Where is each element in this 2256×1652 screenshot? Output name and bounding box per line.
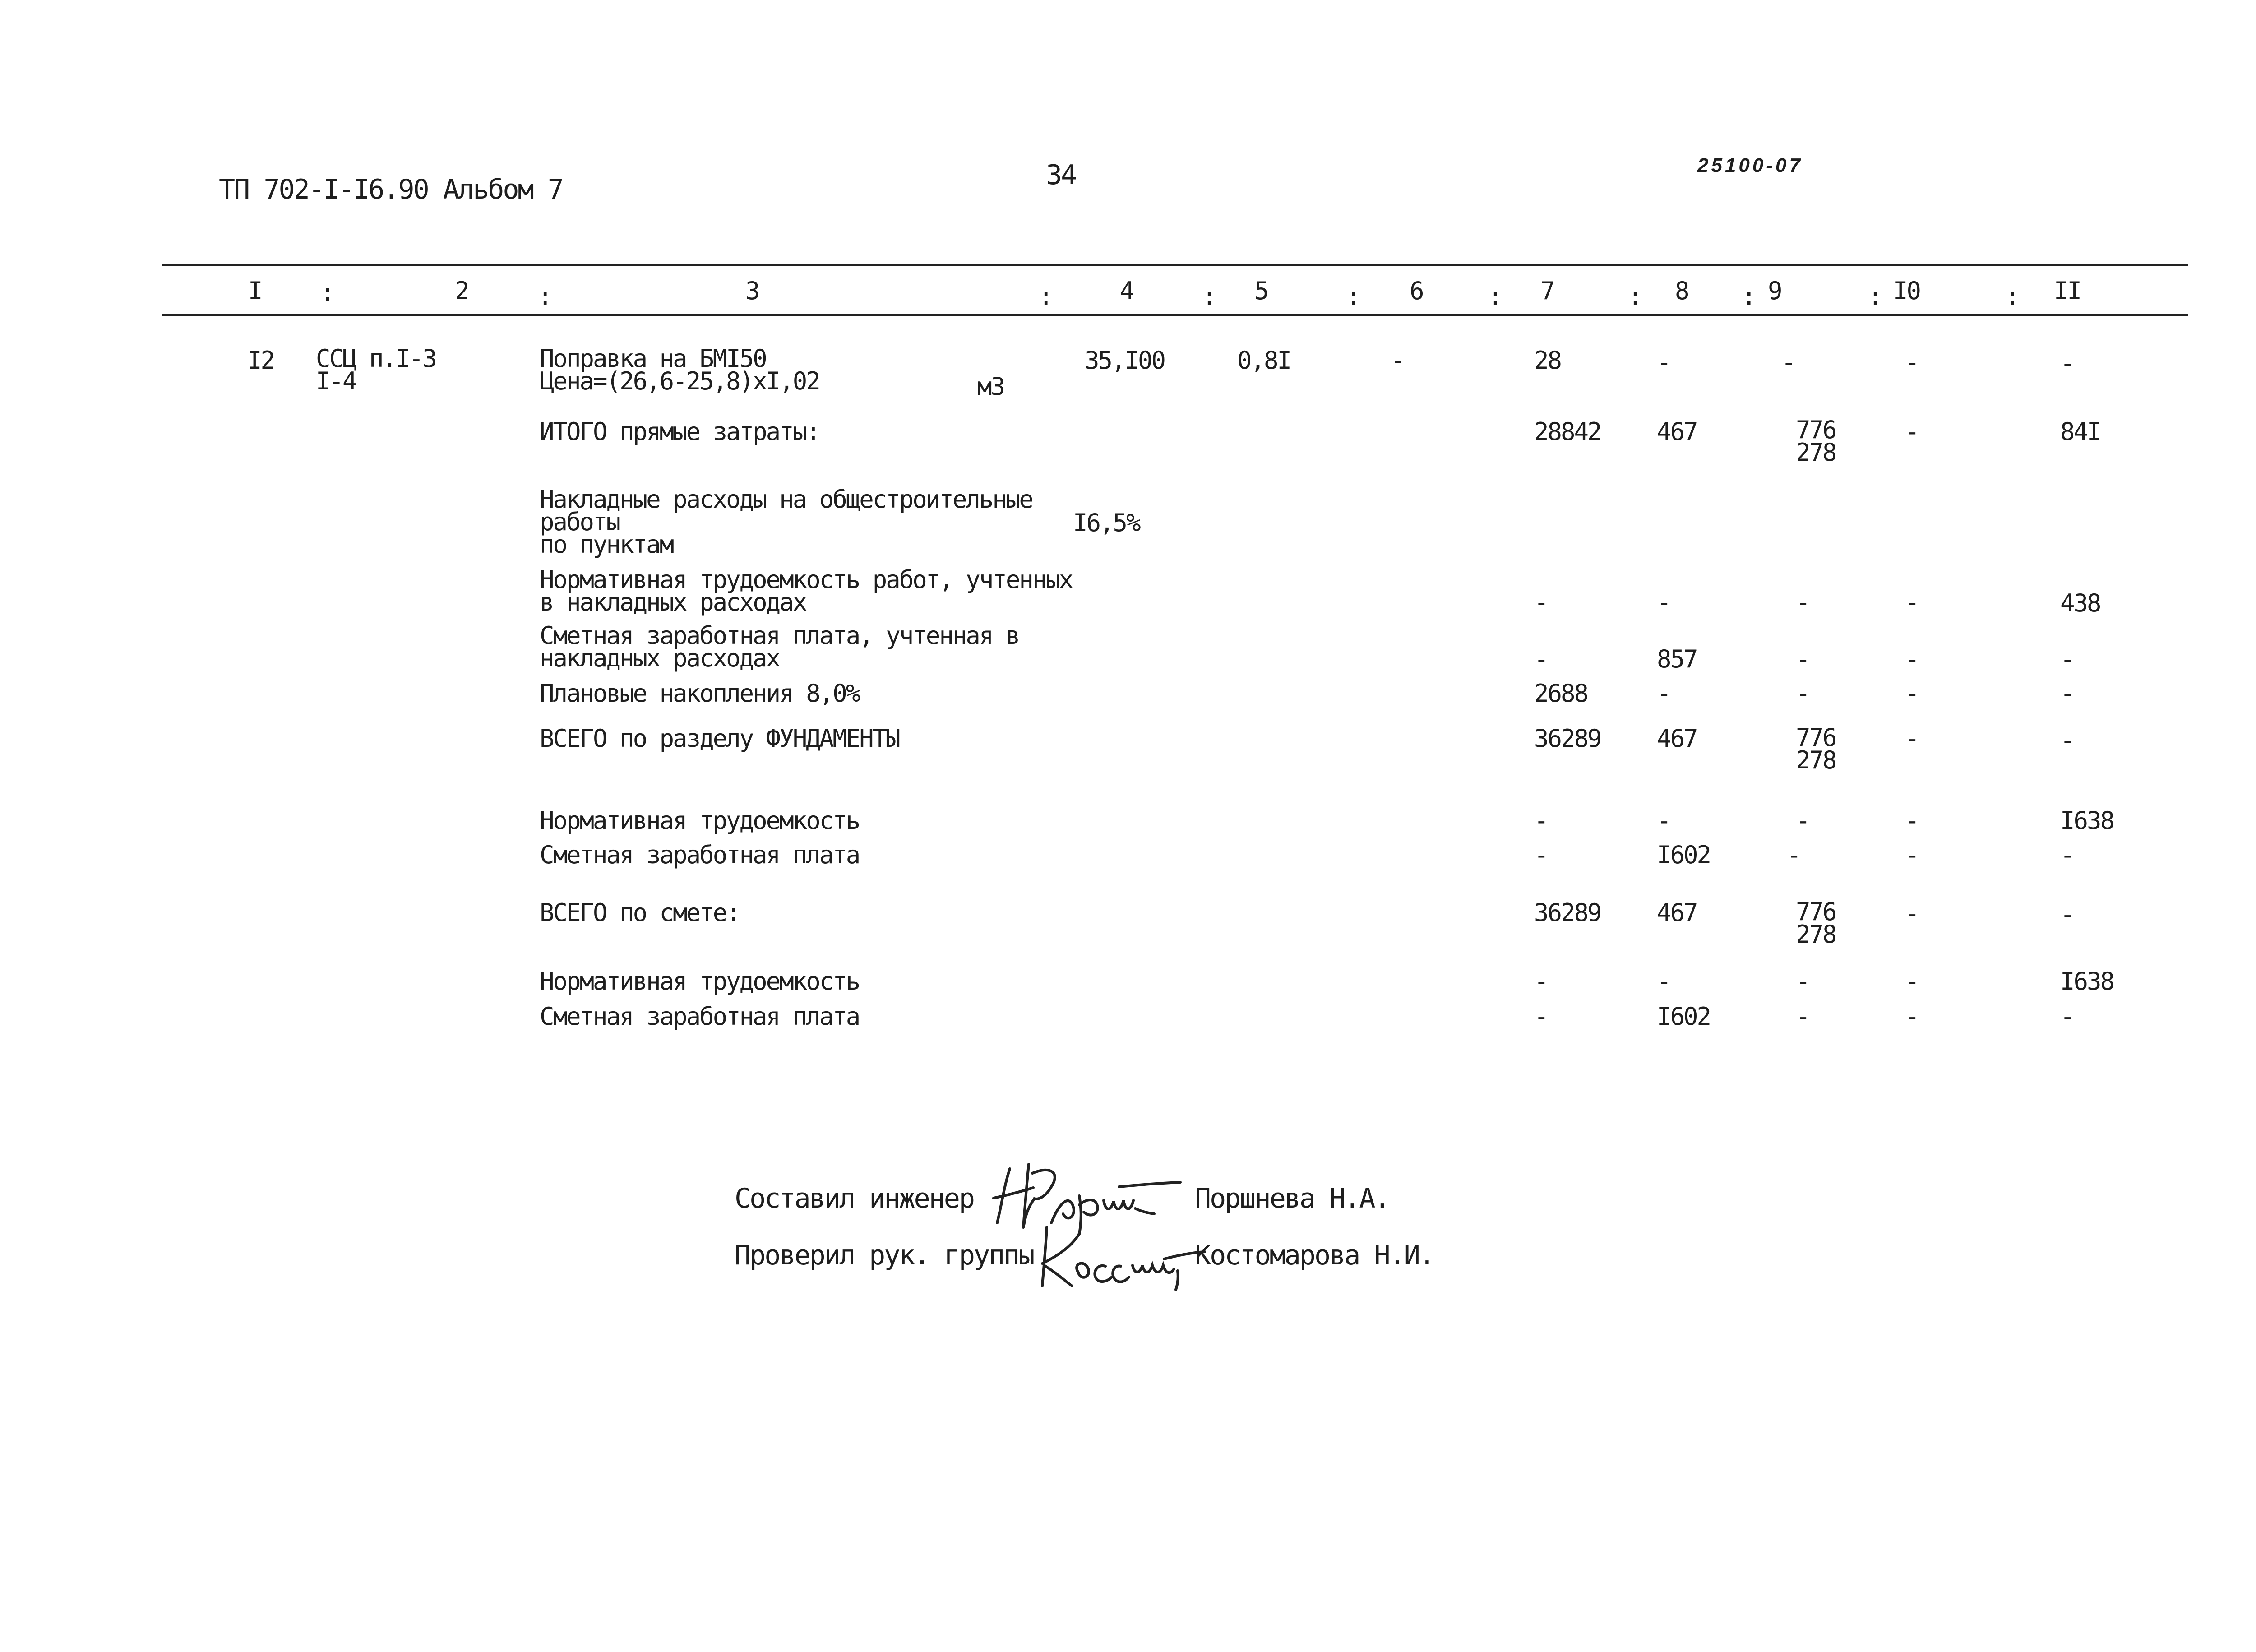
cell-col8: - bbox=[1657, 806, 1670, 835]
row-number: I2 bbox=[247, 346, 274, 375]
cell-col10: - bbox=[1905, 348, 1919, 376]
handwritten-signature-checker bbox=[1029, 1218, 1209, 1291]
cell-col11: I638 bbox=[2060, 967, 2114, 995]
cell-col7: 2688 bbox=[1534, 679, 1588, 708]
cell-col9: - bbox=[1796, 645, 1809, 673]
row-basis: ССЦ п.I-3 I-4 bbox=[316, 344, 436, 395]
col-header-4: 4 bbox=[1120, 277, 1133, 305]
row-unit: м3 bbox=[977, 372, 1004, 401]
row-name: Поправка на БМI50 Цена=(26,6-25,8)хI,02 bbox=[540, 344, 819, 395]
cell-col11: I638 bbox=[2060, 806, 2114, 835]
cell-col6: - bbox=[1391, 346, 1404, 375]
document-reference: ТП 702-I-I6.90 Альбом 7 bbox=[219, 174, 563, 205]
cell-col11: - bbox=[2060, 900, 2074, 929]
col-header-11: II bbox=[2054, 277, 2081, 305]
col-header-10: I0 bbox=[1893, 277, 1920, 305]
col-separator: : bbox=[1488, 282, 1502, 310]
cell-col8: I602 bbox=[1657, 1002, 1710, 1031]
col-header-3: 3 bbox=[745, 277, 759, 305]
cell-col11: 84I bbox=[2060, 417, 2100, 446]
cell-col8: 467 bbox=[1657, 417, 1697, 446]
header-top-rule bbox=[162, 264, 2188, 266]
cell-col11: - bbox=[2060, 841, 2074, 869]
row-label: ВСЕГО по разделу ФУНДАМЕНТЫ bbox=[540, 724, 899, 753]
cell-col7: 36289 bbox=[1534, 724, 1601, 753]
cell-col8: 467 bbox=[1657, 724, 1697, 753]
cell-col11: - bbox=[2060, 645, 2074, 673]
row-unit-price: 0,8I bbox=[1237, 346, 1291, 375]
cell-col9: 776 278 bbox=[1796, 416, 1836, 467]
col-header-1: I bbox=[248, 277, 262, 305]
cell-col11: 438 bbox=[2060, 589, 2100, 617]
col-separator: : bbox=[538, 282, 551, 310]
row-label: ВСЕГО по смете: bbox=[540, 898, 740, 927]
col-separator: : bbox=[1039, 282, 1052, 310]
checked-by-label: Проверил рук. группы bbox=[735, 1240, 1034, 1271]
cell-col11: - bbox=[2060, 679, 2074, 708]
compiled-by-label: Составил инженер bbox=[735, 1183, 974, 1214]
row-label: ИТОГО прямые затраты: bbox=[540, 417, 819, 446]
col-separator: : bbox=[1202, 282, 1216, 310]
cell-col7: - bbox=[1534, 806, 1548, 835]
cell-col11: - bbox=[2060, 349, 2074, 377]
col-separator: : bbox=[1742, 282, 1755, 310]
cell-col9: - bbox=[1796, 588, 1809, 616]
cell-col7: 28 bbox=[1534, 346, 1561, 375]
document-code-stamp: 25100-07 bbox=[1697, 154, 1803, 176]
cell-col10: - bbox=[1905, 588, 1919, 616]
col-separator: : bbox=[1346, 282, 1360, 310]
col-separator: : bbox=[2005, 282, 2019, 310]
cell-col10: - bbox=[1905, 1002, 1919, 1031]
cell-col7: - bbox=[1534, 588, 1548, 616]
cell-col8: 467 bbox=[1657, 898, 1697, 927]
col-header-6: 6 bbox=[1410, 277, 1423, 305]
cell-col9: - bbox=[1781, 348, 1795, 376]
cell-col8: - bbox=[1657, 967, 1670, 995]
col-header-8: 8 bbox=[1675, 277, 1688, 305]
compiled-by-name: Поршнева Н.А. bbox=[1195, 1183, 1389, 1214]
cell-col9: - bbox=[1787, 841, 1800, 869]
row-label: Плановые накопления 8,0% bbox=[540, 679, 860, 708]
col-separator: : bbox=[1628, 282, 1641, 310]
row-quantity: 35,I00 bbox=[1085, 346, 1165, 375]
cell-col10: - bbox=[1905, 645, 1919, 673]
cell-col8: I602 bbox=[1657, 841, 1710, 869]
row-label: Сметная заработная плата bbox=[540, 841, 860, 869]
cell-col10: - bbox=[1905, 679, 1919, 708]
cell-col9: - bbox=[1796, 679, 1809, 708]
header-bottom-rule bbox=[162, 314, 2188, 316]
cell-col10: - bbox=[1905, 967, 1919, 995]
cell-col7: 36289 bbox=[1534, 898, 1601, 927]
cell-col7: - bbox=[1534, 967, 1548, 995]
cell-col10: - bbox=[1905, 724, 1919, 753]
cell-col7: - bbox=[1534, 645, 1548, 673]
cell-col11: - bbox=[2060, 726, 2074, 754]
cell-col7: - bbox=[1534, 841, 1548, 869]
cell-col9: - bbox=[1796, 967, 1809, 995]
cell-col9: - bbox=[1796, 1002, 1809, 1031]
row-label: Сметная заработная плата, учтенная в накладных расходах bbox=[540, 621, 1019, 672]
cell-col9: 776 278 bbox=[1796, 723, 1836, 774]
row-label: Нормативная трудоемкость bbox=[540, 967, 860, 995]
row-label: Сметная заработная плата bbox=[540, 1002, 860, 1031]
cell-col7: - bbox=[1534, 1002, 1548, 1031]
cell-col9: - bbox=[1796, 806, 1809, 835]
overhead-rate: I6,5% bbox=[1073, 509, 1140, 537]
cell-col10: - bbox=[1905, 806, 1919, 835]
col-header-7: 7 bbox=[1540, 277, 1554, 305]
col-header-2: 2 bbox=[455, 277, 468, 305]
col-header-9: 9 bbox=[1768, 277, 1781, 305]
col-separator: : bbox=[1868, 282, 1882, 310]
cell-col8: - bbox=[1657, 588, 1670, 616]
cell-col10: - bbox=[1905, 899, 1919, 928]
col-header-5: 5 bbox=[1254, 277, 1268, 305]
row-label: Накладные расходы на общестроительные работы по пунктам bbox=[540, 485, 1032, 559]
cell-col10: - bbox=[1905, 417, 1919, 446]
cell-col8: 857 bbox=[1657, 645, 1697, 673]
cell-col7: 28842 bbox=[1534, 417, 1601, 446]
cell-col10: - bbox=[1905, 841, 1919, 869]
cell-col9: 776 278 bbox=[1796, 898, 1836, 949]
checked-by-name: Костомарова Н.И. bbox=[1195, 1240, 1434, 1271]
row-label: Нормативная трудоемкость bbox=[540, 806, 860, 835]
row-label: Нормативная трудоемкость работ, учтенных в накладных расходах bbox=[540, 565, 1073, 616]
cell-col8: - bbox=[1657, 679, 1670, 708]
cell-col11: - bbox=[2060, 1002, 2074, 1031]
col-separator: : bbox=[320, 278, 334, 307]
page-number: 34 bbox=[1046, 159, 1076, 191]
cell-col8: - bbox=[1657, 348, 1670, 376]
